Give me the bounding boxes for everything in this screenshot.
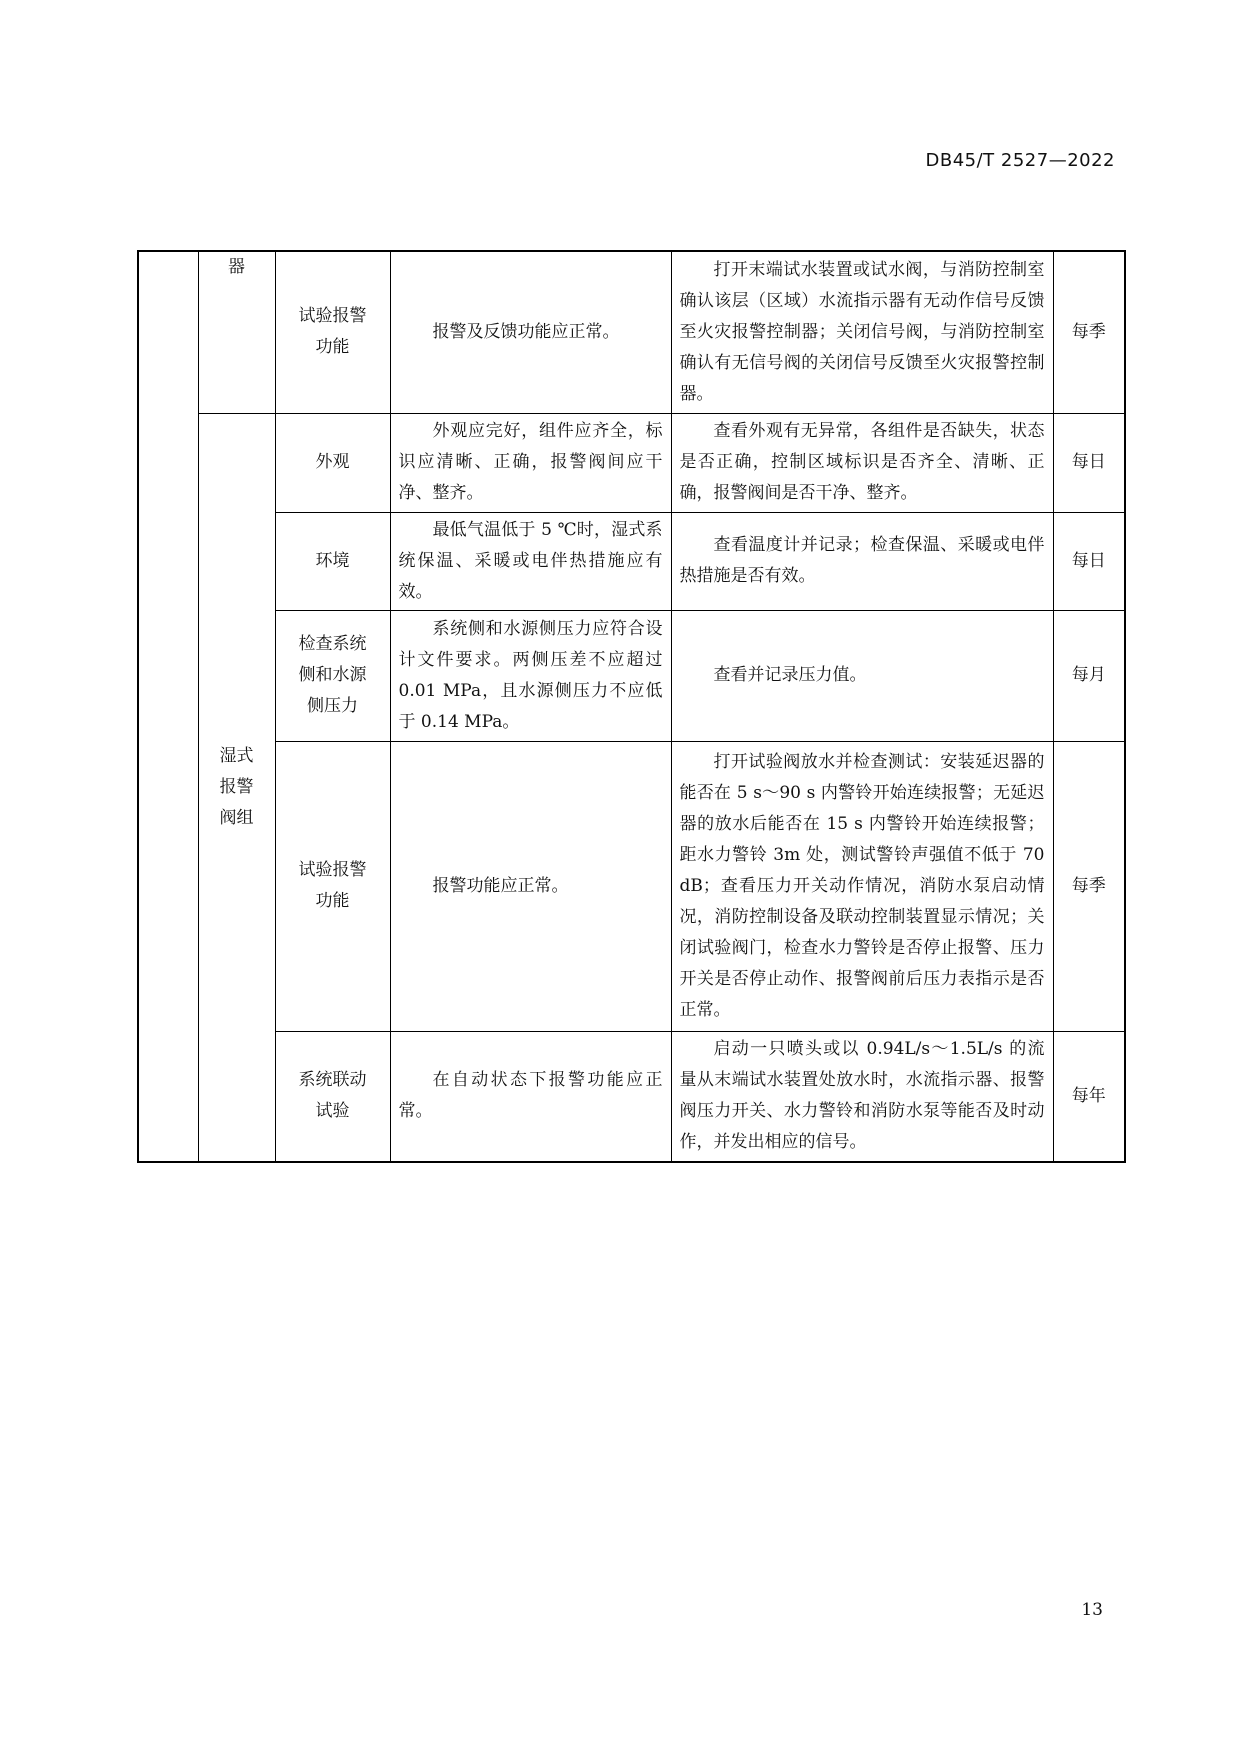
item-text: 系统联动 试验 <box>298 1070 367 1122</box>
item-text: 环境 <box>315 550 350 571</box>
requirement-cell: 系统侧和水源侧压力应符合设计文件要求。两侧压差不应超过 0.01 MPa，且水源侧压力不应低于 0.14 MPa。 <box>390 610 671 741</box>
frequency-cell: 每日 <box>1053 512 1125 610</box>
frequency-cell: 每年 <box>1053 1031 1125 1162</box>
page-number: 13 <box>1081 1600 1103 1620</box>
item-text: 检查系统 侧和水源 侧压力 <box>298 634 367 716</box>
method-cell: 启动一只喷头或以 0.94L/s～1.5L/s 的流量从末端试水装置处放水时，水流指示器、报警阀压力开关、水力警铃和消防水泵等能否及时动作，并发出相应的信号。 <box>671 1031 1053 1162</box>
item-cell <box>275 741 390 1031</box>
method-cell: 查看并记录压力值。 <box>671 610 1053 741</box>
item-cell <box>275 413 390 512</box>
requirement-cell: 报警功能应正常。 <box>390 741 671 1031</box>
method-cell: 打开末端试水装置或试水阀，与消防控制室确认该层（区域）水流指示器有无动作信号反馈至火灾报警控制器；关闭信号阀，与消防控制室确认有无信号阀的关闭信号反馈至火灾报警控制器。 <box>671 251 1053 413</box>
table-row <box>138 1031 1125 1162</box>
device-text: 湿式 报警 阀组 <box>219 745 254 828</box>
device-cell-wet-alarm-valve <box>198 413 275 1162</box>
table-row <box>138 610 1125 741</box>
item-cell <box>275 610 390 741</box>
frequency-cell: 每季 <box>1053 251 1125 413</box>
method-cell: 查看温度计并记录；检查保温、采暖或电伴热措施是否有效。 <box>671 512 1053 610</box>
item-text: 试验报警 功能 <box>298 860 367 911</box>
table-row <box>138 741 1125 1031</box>
table-row <box>138 512 1125 610</box>
item-cell <box>275 251 390 413</box>
table-row <box>138 251 1125 413</box>
method-cell: 打开试验阀放水并检查测试：安装延迟器的能否在 5 s～90 s 内警铃开始连续报警；无延迟器的放水后能否在 15 s 内警铃开始连续报警；距水力警铃 3m 处，测试警铃声强值不低于 70 dB；查看压力开关动作情况，消防水泵启动情况，消防控制设备及联动控制装置显示情况；关闭试验阀门，检查水力警铃是否停止报警、压力开关是否停止动作、报警阀前后压力表指示是否正常。 <box>671 741 1053 1031</box>
item-text: 试验报警 功能 <box>298 306 367 358</box>
requirement-cell: 报警及反馈功能应正常。 <box>390 251 671 413</box>
requirement-cell: 外观应完好，组件应齐全，标识应清晰、正确，报警阀间应干净、整齐。 <box>390 413 671 512</box>
frequency-cell: 每月 <box>1053 610 1125 741</box>
method-cell: 查看外观有无异常，各组件是否缺失，状态是否正确，控制区域标识是否齐全、清晰、正确，报警阀间是否干净、整齐。 <box>671 413 1053 512</box>
item-cell <box>275 1031 390 1162</box>
requirement-cell: 最低气温低于 5 ℃时，湿式系统保温、采暖或电伴热措施应有效。 <box>390 512 671 610</box>
item-text: 外观 <box>315 452 350 472</box>
item-cell <box>275 512 390 610</box>
frequency-cell: 每日 <box>1053 413 1125 512</box>
document-code: DB45/T 2527—2022 <box>925 150 1115 171</box>
inspection-table <box>137 250 1126 1163</box>
category-cell <box>138 251 198 1162</box>
requirement-cell: 在自动状态下报警功能应正常。 <box>390 1031 671 1162</box>
device-cell-prev: 器 <box>198 251 275 413</box>
table-row <box>138 413 1125 512</box>
frequency-cell: 每季 <box>1053 741 1125 1031</box>
